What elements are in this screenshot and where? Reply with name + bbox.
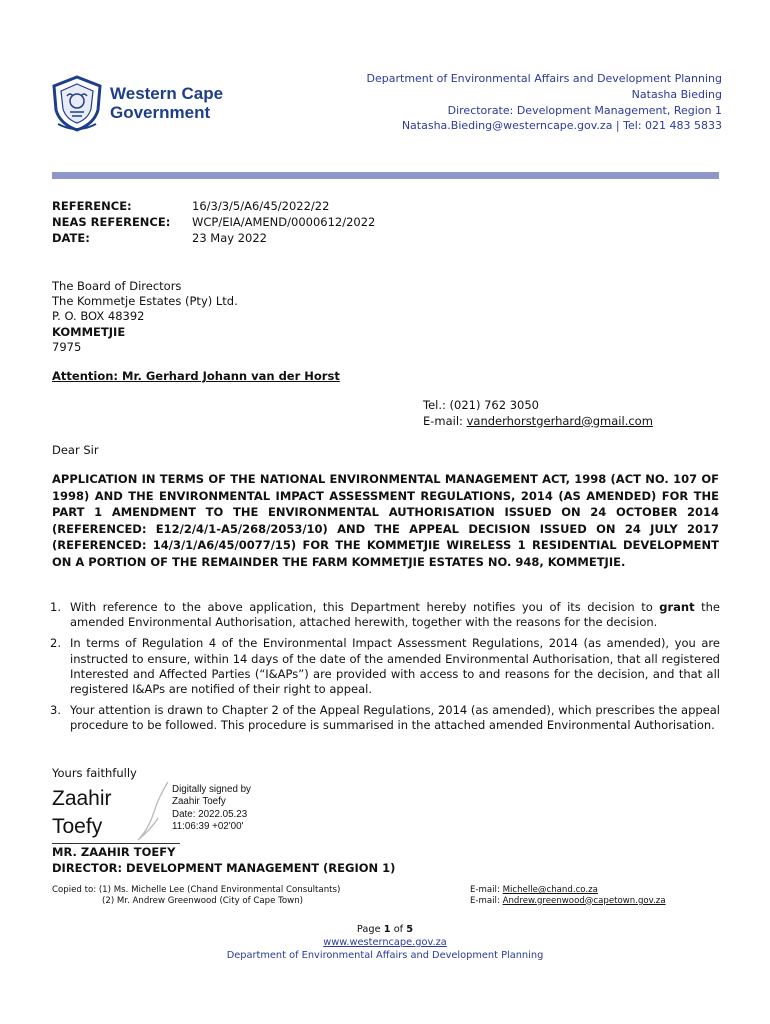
signature-name[interactable]: Zaahir Toefy [52, 787, 112, 838]
list-item [50, 703, 720, 733]
footer-department: Department of Environmental Affairs and Development Planning [226, 950, 544, 961]
list-item [50, 600, 720, 630]
cc-email-link[interactable]: Andrew.greenwood@capetown.gov.za [502, 895, 666, 906]
neas-reference-value: WCP/EIA/AMEND/0000612/2022 [192, 215, 376, 229]
header-tel: Tel: 021 483 5833 [623, 119, 722, 133]
point-text: With reference to the above application, this Department hereby notifies you of its decision to grant the amended Environmental Authorisation, attached herewith, together with the reasons for the decision. [70, 600, 721, 630]
logo-line-1: Western Cape [110, 84, 224, 103]
salutation: Dear Sir [52, 443, 99, 457]
signer-title: DIRECTOR: DEVELOPMENT MANAGEMENT (REGION 1) [52, 860, 396, 875]
directorate: Directorate: Development Management, Region 1 [447, 103, 722, 117]
header-divider [52, 172, 719, 179]
recipient-email-label: E-mail: [423, 413, 467, 428]
page-number: Page 1 of 5 [356, 924, 414, 935]
attention-line: Attention: Mr. Gerhard Johann van der Horst [52, 369, 340, 383]
point-text: Your attention is drawn to Chapter 2 of the Appeal Regulations, 2014 (as amended), which prescribes the appeal procedure to be followed. This procedure is summarised in the attached amended Environmental Authorisation. [70, 703, 720, 733]
page-footer [0, 923, 770, 962]
copied-line: (2) Mr. Andrew Greenwood (City of Cape Town) [102, 895, 304, 906]
recipient-contact [423, 398, 653, 429]
recipient-email-link[interactable]: vanderhorstgerhard@gmail.com [466, 413, 653, 428]
signature-flourish-icon [128, 778, 176, 844]
address-town: KOMMETJIE [52, 324, 126, 339]
reference-block [52, 198, 375, 246]
neas-reference-label: NEAS REFERENCE: [52, 215, 171, 229]
copied-emails: E-mail: Michelle@chand.co.za E-mail: Andrew.greenwood@capetown.gov.za [470, 885, 666, 906]
copied-line: Copied to: (1) Ms. Michelle Lee (Chand Environmental Consultants) [52, 885, 341, 895]
website-link[interactable]: www.westerncape.gov.za [323, 937, 447, 948]
logo-line-2: Government [110, 103, 211, 122]
cc-email-link[interactable]: Michelle@chand.co.za [502, 885, 598, 895]
point-number: 2. [50, 636, 61, 651]
address-postcode: 7975 [52, 339, 82, 354]
wcg-logo [50, 74, 223, 132]
closing: Yours faithfully [52, 766, 137, 780]
signer-block [52, 845, 395, 876]
reference-value: 16/3/3/5/A6/45/2022/22 [192, 199, 330, 213]
department-name: Department of Environmental Affairs and Development Planning [366, 72, 722, 85]
recipient-address [52, 279, 238, 355]
copied-to [52, 885, 340, 906]
coat-of-arms-icon [50, 74, 104, 132]
point-number: 1. [50, 600, 61, 614]
date-value: 23 May 2022 [192, 231, 267, 245]
department-header [367, 71, 722, 134]
point-number: 3. [50, 703, 61, 718]
list-item [50, 636, 720, 697]
subject-heading: APPLICATION IN TERMS OF THE NATIONAL ENVIRONMENTAL MANAGEMENT ACT, 1998 (ACT NO. 107 OF 1998) AND THE ENVIRONMENTAL IMPACT ASSESSMENT REGULATIONS, 2014 (AS AMENDED) FOR THE PART 1 AMENDMENT TO THE ENVIRONMENTAL AUTHORISATION ISSUED ON 24 OCTOBER 2014 (REFERENCED: E12/2/4/1-A5/268/2053/10) AND THE APPEAL DECISION ISSUED ON 24 JULY 2017 (REFERENCED: 14/3/1/A6/45/0077/15) FOR THE KOMMETJIE WIRELESS 1 RESIDENTIAL DEVELOPMENT ON A PORTION OF THE REMAINDER THE FARM KOMMETJIE ESTATES NO. 948, KOMMETJIE. [52, 472, 719, 569]
address-line: P. O. BOX 48392 [52, 309, 145, 324]
signature-line [52, 843, 180, 844]
signer-name: MR. ZAAHIR TOEFY [52, 845, 176, 859]
date-label: DATE: [52, 231, 90, 245]
address-line: The Kommetje Estates (Pty) Ltd. [52, 294, 238, 309]
address-line: The Board of Directors [52, 279, 182, 293]
contact-person: Natasha Bieding [631, 87, 722, 101]
point-text: In terms of Regulation 4 of the Environmental Impact Assessment Regulations, 2014 (as amended), you are instructed to ensure, within 14 days of the date of the amended Environmental Authorisation, that all registered Interested and Affected Parties (“I&APs”) are provided with access to and reasons for the decision, and that all registered I&APs are notified of their right to appeal. [70, 636, 720, 697]
recipient-tel: Tel.: (021) 762 3050 [423, 398, 539, 412]
header-email[interactable]: Natasha.Bieding@westerncape.gov.za [401, 119, 613, 133]
header-contact-line: Natasha.Bieding@westerncape.gov.za | Tel: 021 483 5833 [401, 119, 722, 133]
digital-signature-note: Digitally signed by Zaahir Toefy Date: 2022.05.23 11:06:39 +02'00' [172, 784, 251, 833]
reference-label: REFERENCE: [52, 199, 132, 213]
numbered-points [50, 600, 720, 740]
